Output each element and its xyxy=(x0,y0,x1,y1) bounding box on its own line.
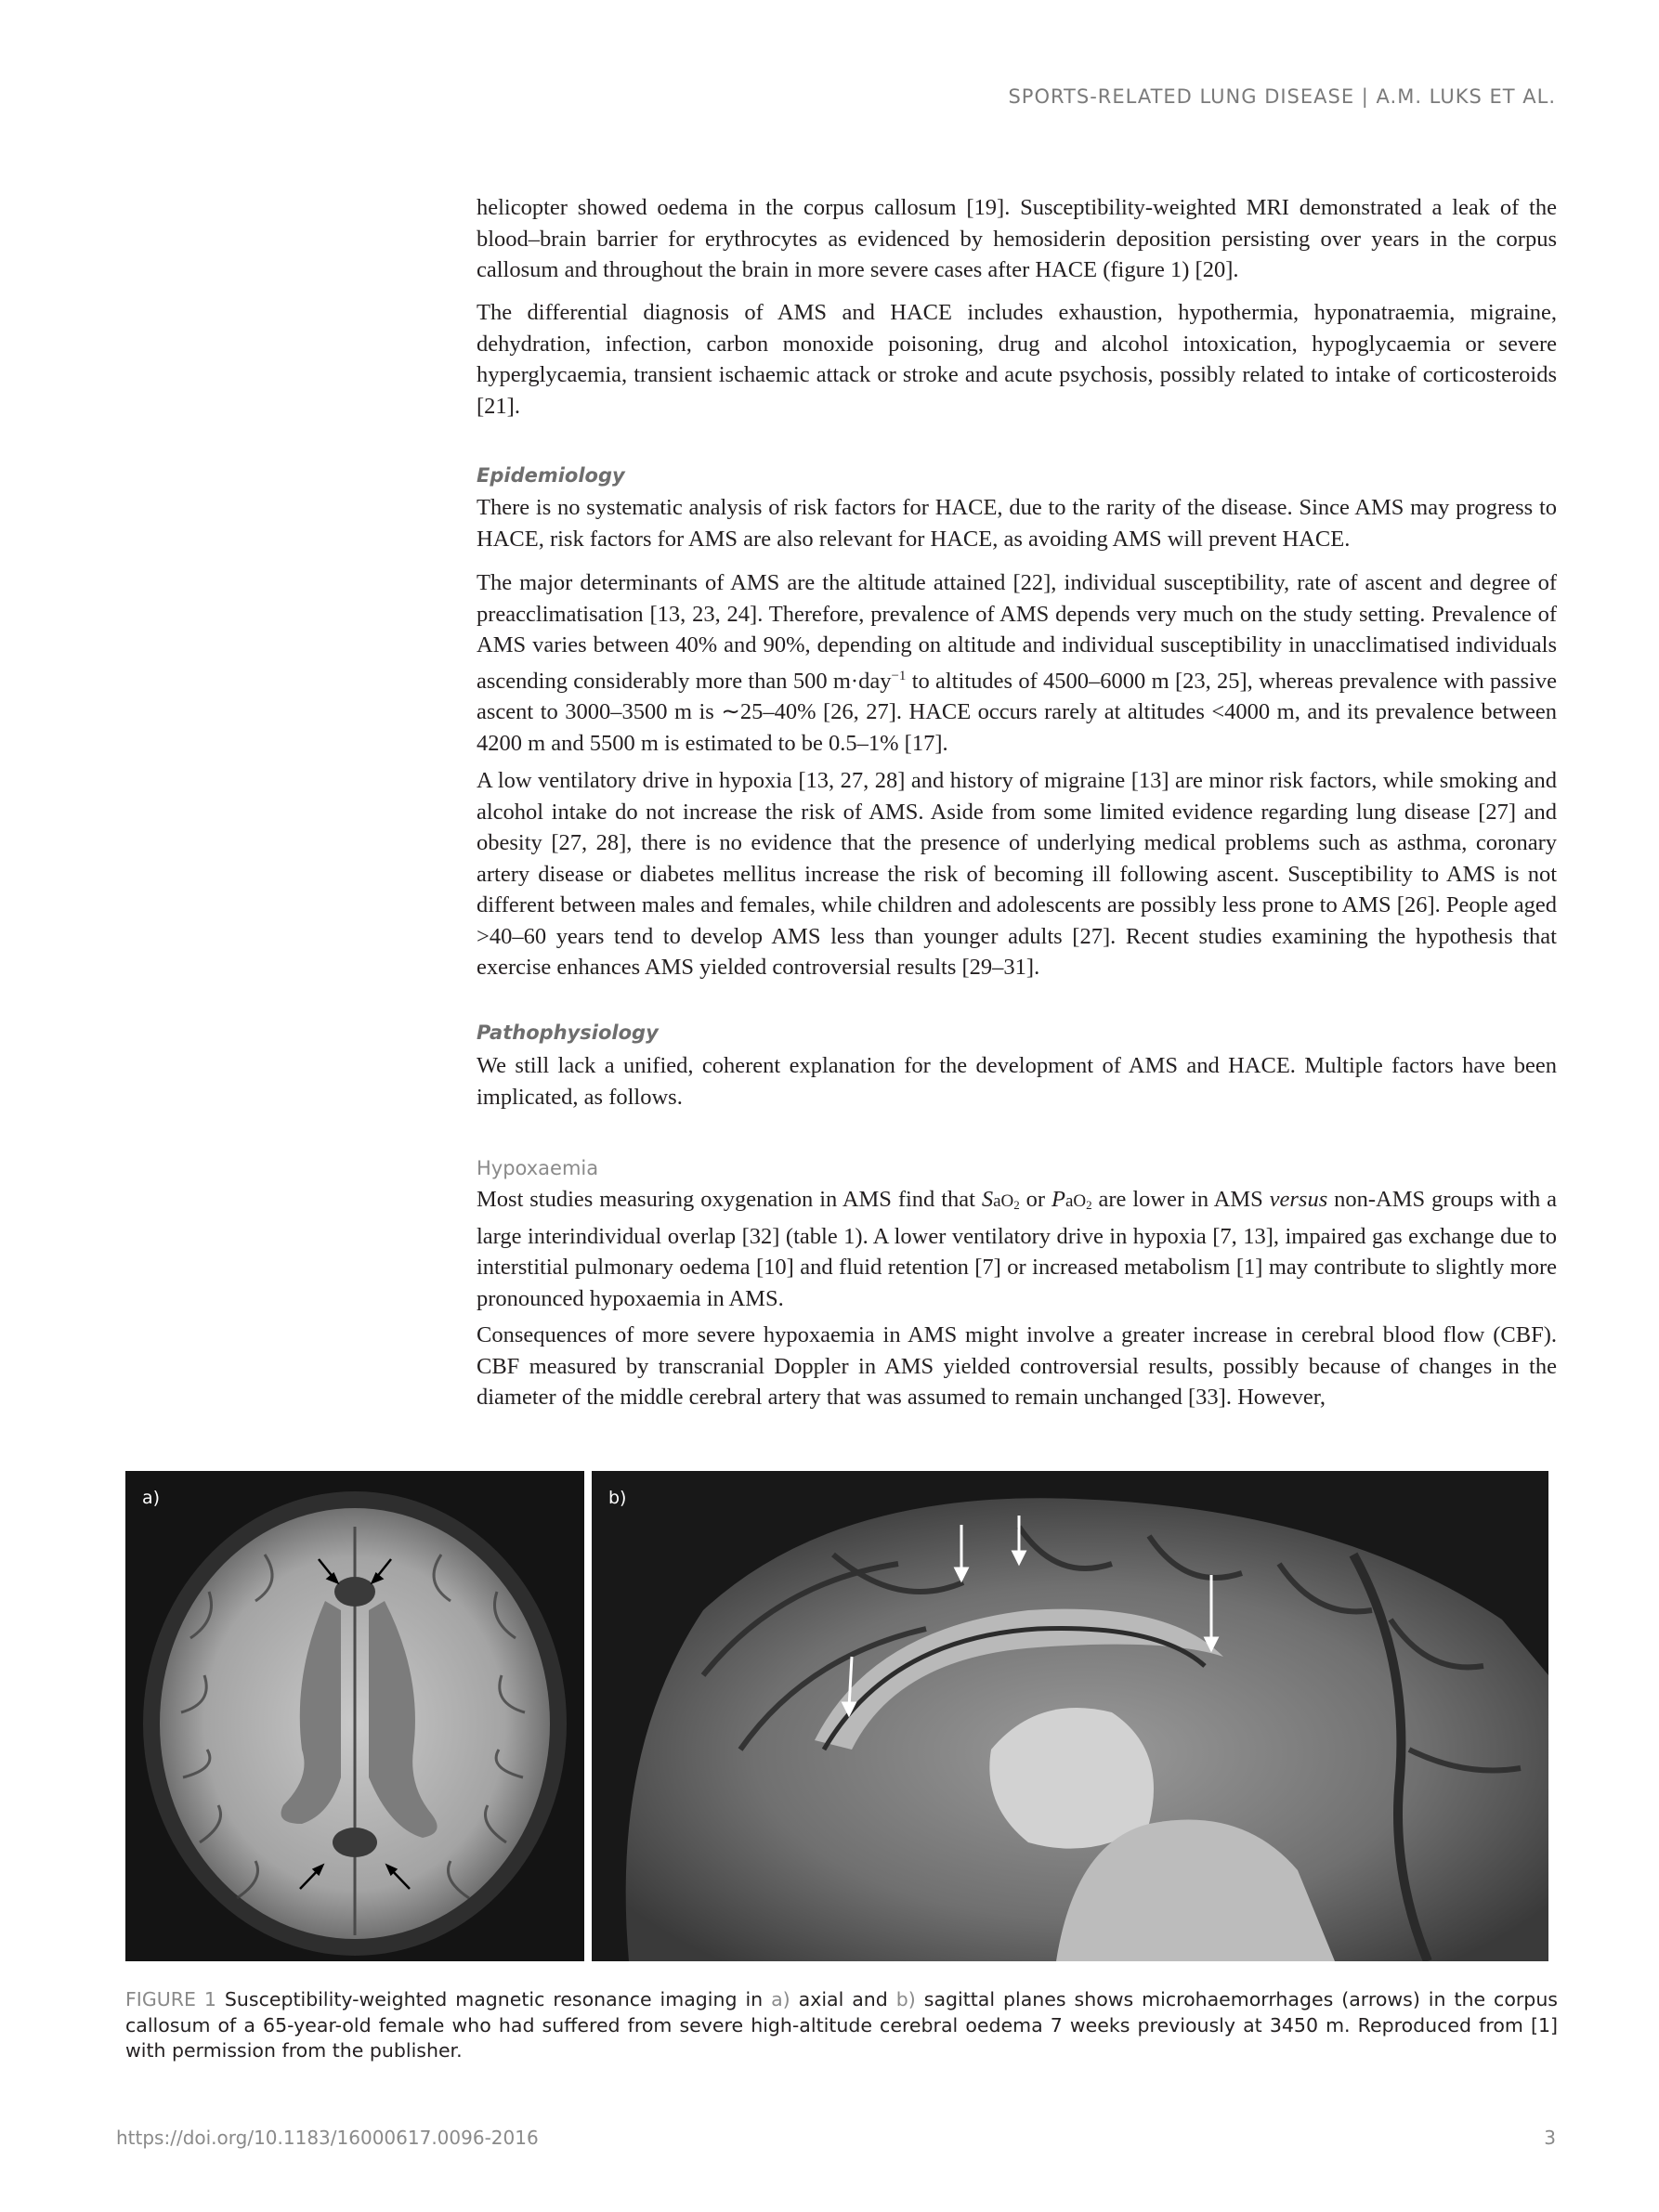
sao2-symbol-s: S xyxy=(981,1187,994,1212)
page-number: 3 xyxy=(1544,2127,1556,2149)
paragraph-pathophysiology-intro xyxy=(477,1050,1557,1113)
paragraph-text-part: to altitudes of 4500–6000 m [23, 25], whereas prevalence with passive ascent to 3000–3500 m is ∼25–40% [26, 27]. HACE occurs rarely at altitudes <4000 m, and its prevalence between 4200 m and 5500 m is estimated to be 0.5–1% [17]. xyxy=(477,668,1557,756)
paragraph-risk-factors-overview xyxy=(477,492,1557,554)
panel-label-b: b) xyxy=(608,1488,627,1508)
figure-caption xyxy=(125,1987,1558,2064)
paragraph-text: We still lack a unified, coherent explanation for the development of AMS and HACE. Multiple factors have been implicated, as follows. xyxy=(477,1053,1557,1110)
paragraph-text: Consequences of more severe hypoxaemia in AMS might involve a greater increase in cerebral blood flow (CBF). CBF measured by transcranial Doppler in AMS yielded controversial results, possibly because of changes in the diameter of the middle cerebral artery that was assumed to remain unchanged [33]. However, xyxy=(477,1322,1557,1410)
caption-panel-ref-b: b) xyxy=(895,1988,916,2010)
superscript-minus-one: −1 xyxy=(891,668,907,683)
sao2-symbol-o: O xyxy=(1000,1191,1014,1211)
axial-mri-image xyxy=(125,1471,584,1961)
figure-panel-axial-mri xyxy=(125,1471,584,1961)
caption-panel-ref-a: a) xyxy=(771,1988,790,2010)
paragraph-text: The differential diagnosis of AMS and HACE includes exhaustion, hypothermia, hyponatraemia, migraine, dehydration, infection, carbon monoxide poisoning, drug and alcohol intoxication, hypoglycaemia or severe hyperglycaemia, transient ischaemic attack or stroke and acute psychosis, possibly related to intake of corticosteroids [21]. xyxy=(477,300,1557,419)
paragraph-differential-diagnosis xyxy=(477,297,1557,422)
paragraph-major-determinants xyxy=(477,567,1557,759)
caption-text: sagittal planes shows microhaemorrhages (arrows) in the corpus callosum of a 65-year-old female who had suffered from severe high-altitude cerebral oedema 7 weeks previously at 3450 m. Reproduced from [1] with permission from the publisher. xyxy=(125,1988,1558,2062)
sao2-symbol-a: a xyxy=(993,1191,1001,1211)
paragraph-hace-mri xyxy=(477,192,1557,286)
paragraph-cerebral-blood-flow xyxy=(477,1320,1557,1413)
subsection-hypoxaemia xyxy=(477,1157,1557,1179)
sao2-subscript: 2 xyxy=(1013,1198,1020,1212)
paragraph-text-part: non-AMS groups with a large interindividual overlap [32] (table 1). A lower ventilatory drive in hypoxia [7, 13], impaired gas exchange due to interstitial pulmonary oedema [10] and fluid retention [7] or increased metabolism [1] may contribute to slightly more pronounced hypoxaemia in AMS. xyxy=(477,1187,1557,1311)
paragraph-text-part: Most studies measuring oxygenation in AMS find that xyxy=(477,1187,982,1212)
panel-label-a: a) xyxy=(142,1488,161,1508)
doi-link[interactable]: https://doi.org/10.1183/16000617.0096-2016 xyxy=(116,2127,539,2149)
paragraph-text-part: or xyxy=(1019,1187,1052,1212)
paragraph-text: helicopter showed oedema in the corpus callosum [19]. Susceptibility-weighted MRI demonstrated a leak of the blood–brain barrier for erythrocytes as evidenced by hemosiderin deposition persisting over years in the corpus callosum and throughout the brain in more severe cases after HACE (figure 1) [20]. xyxy=(477,195,1557,282)
caption-text: Susceptibility-weighted magnetic resonance imaging in xyxy=(216,1988,772,2010)
section-heading-pathophysiology: Pathophysiology xyxy=(477,1021,659,1044)
paragraph-text-part: are lower in AMS xyxy=(1091,1187,1270,1212)
paragraph-oxygenation xyxy=(477,1184,1557,1314)
pao2-symbol-a: a xyxy=(1065,1191,1074,1211)
figure-panel-sagittal-mri xyxy=(592,1471,1548,1961)
section-heading-epidemiology: Epidemiology xyxy=(477,464,625,487)
italic-versus: versus xyxy=(1269,1187,1328,1212)
paragraph-text: A low ventilatory drive in hypoxia [13, 27, 28] and history of migraine [13] are minor risk factors, while smoking and alcohol intake do not increase the risk of AMS. Aside from some limited evidence regarding lung disease [27] and obesity [27, 28], there is no evidence that the presence of underlying medical problems such as asthma, coronary artery disease or diabetes mellitus increase the risk of becoming ill following ascent. Susceptibility to AMS is not different between males and females, while children and adolescents are possibly less prone to AMS [26]. People aged >40–60 years tend to develop AMS less than younger adults [27]. Recent studies examining the hypothesis that exercise enhances AMS yielded controversial results [29–31]. xyxy=(477,768,1557,980)
paragraph-text: There is no systematic analysis of risk factors for HACE, due to the rarity of the disease. Since AMS may progress to HACE, risk factors for AMS are also relevant for HACE, as avoiding AMS will prevent HACE. xyxy=(477,495,1557,552)
paragraph-text xyxy=(477,1184,1557,1314)
paragraph-minor-risk-factors xyxy=(477,765,1557,983)
running-head: SPORTS-RELATED LUNG DISEASE | A.M. LUKS ET AL. xyxy=(1008,85,1556,108)
paragraph-text-part: The major determinants of AMS are the altitude attained [22], individual susceptibility, rate of ascent and degree of preacclimatisation [13, 23, 24]. Therefore, prevalence of AMS depends very much on the study setting. Prevalence of AMS varies between 40% and 90%, depending on altitude and individual susceptibility in unacclimatised individuals ascending considerably more than 500 m·day xyxy=(477,570,1557,694)
pao2-symbol-p: P xyxy=(1051,1187,1065,1212)
caption-text: axial and xyxy=(790,1988,896,2010)
figure-caption-label: FIGURE 1 xyxy=(125,1988,216,2010)
paragraph-text xyxy=(477,567,1557,759)
pao2-subscript: 2 xyxy=(1086,1198,1092,1212)
section-epidemiology xyxy=(477,464,1557,487)
sagittal-mri-image xyxy=(592,1471,1548,1961)
section-pathophysiology xyxy=(477,1021,1557,1044)
subsection-heading-hypoxaemia: Hypoxaemia xyxy=(477,1157,599,1179)
pao2-symbol-o: O xyxy=(1073,1191,1087,1211)
